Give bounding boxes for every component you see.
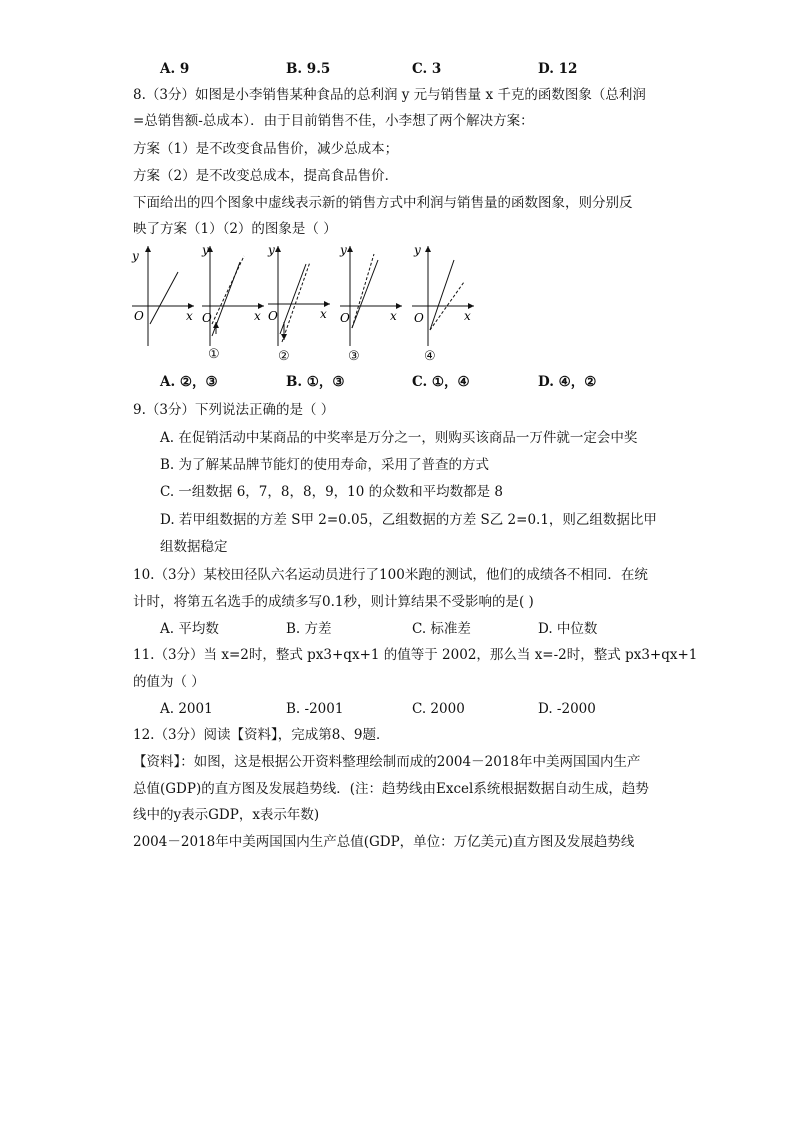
q10-option-a: A. 平均数 bbox=[160, 621, 219, 637]
q11-option-c: C. 2000 bbox=[412, 701, 465, 717]
graph-1-svg bbox=[200, 242, 266, 350]
graph-1 bbox=[200, 242, 266, 362]
q10-option-c: C. 标准差 bbox=[412, 621, 471, 637]
graph-2-number: ② bbox=[278, 349, 290, 364]
graph-original-svg bbox=[130, 242, 196, 350]
y-label: y bbox=[202, 243, 209, 257]
q10-line-1: 10.（3分）某校田径队六名运动员进行了100米跑的测试，他们的成绩各不相同．在统 bbox=[133, 567, 648, 583]
graph-2-svg bbox=[266, 242, 332, 350]
profit-line bbox=[150, 272, 178, 324]
new-profit-line bbox=[282, 262, 310, 342]
origin-label: O bbox=[134, 309, 144, 323]
y-label: y bbox=[340, 243, 347, 257]
q10-option-d: D. 中位数 bbox=[538, 621, 598, 637]
q7-option-c: C. 3 bbox=[412, 61, 442, 77]
y-label: y bbox=[414, 243, 421, 257]
q11-line-2: 的值为（ ） bbox=[133, 674, 205, 690]
q8-option-c: C. ①，④ bbox=[412, 374, 470, 390]
graph-4-svg bbox=[410, 242, 476, 350]
q9-choice-a: A. 在促销活动中某商品的中奖率是万分之一，则购买该商品一万件就一定会中奖 bbox=[160, 430, 638, 446]
q10-option-b: B. 方差 bbox=[286, 621, 332, 637]
q9-choice-d: D. 若甲组数据的方差 S甲 2=0.05，乙组数据的方差 S乙 2=0.1，则乙组数据比甲 bbox=[160, 512, 657, 528]
graph-3 bbox=[338, 242, 404, 364]
graph-2 bbox=[266, 242, 332, 364]
q8-line-4: 方案（2）是不改变总成本，提高食品售价． bbox=[133, 168, 399, 184]
q9-choice-d-cont: 组数据稳定 bbox=[160, 539, 228, 555]
q12-line-1: 12.（3分）阅读【资料】，完成第8、9题． bbox=[133, 727, 390, 743]
x-label: x bbox=[390, 309, 397, 323]
q8-line-2: =总销售额-总成本）．由于目前销售不佳，小李想了两个解决方案： bbox=[133, 113, 534, 129]
q12-line-2: 【资料】：如图，这是根据公开资料整理绘制而成的2004－2018年中美两国国内生产 bbox=[133, 754, 641, 770]
q12-line-5: 2004－2018年中美两国国内生产总值(GDP，单位：万亿美元)直方图及发展趋势线 bbox=[133, 834, 635, 850]
q8-option-a: A. ②，③ bbox=[160, 374, 218, 390]
q10-line-2: 计时，将第五名选手的成绩多写0.1秒，则计算结果不受影响的是( ) bbox=[133, 594, 534, 610]
y-label: y bbox=[268, 243, 275, 257]
q11-option-b: B. -2001 bbox=[286, 701, 344, 717]
q9-choice-b: B. 为了解某品牌节能灯的使用寿命，采用了普查的方式 bbox=[160, 457, 490, 473]
profit-line bbox=[352, 260, 378, 328]
q9-stem: 9.（3分）下列说法正确的是（ ） bbox=[133, 402, 335, 418]
q9-choice-c: C. 一组数据 6，7，8，8，9，10 的众数和平均数都是 8 bbox=[160, 484, 504, 500]
graph-3-number: ③ bbox=[348, 349, 360, 364]
origin-label: O bbox=[202, 311, 212, 325]
graph-3-svg bbox=[338, 242, 404, 350]
x-label: x bbox=[320, 307, 327, 321]
x-label: x bbox=[254, 309, 261, 323]
q7-option-b: B. 9.5 bbox=[286, 61, 331, 77]
profit-line bbox=[430, 260, 454, 330]
q12-line-3: 总值(GDP)的直方图及发展趋势线．(注：趋势线由Excel系统根据数据自动生成，趋势 bbox=[133, 781, 649, 797]
graph-4 bbox=[410, 242, 476, 364]
origin-label: O bbox=[340, 311, 350, 325]
q8-option-d: D. ④，② bbox=[538, 374, 597, 390]
origin-label: O bbox=[414, 311, 424, 325]
x-label: x bbox=[186, 309, 193, 323]
new-profit-line bbox=[212, 256, 244, 324]
y-label: y bbox=[132, 249, 139, 263]
q11-option-a: A. 2001 bbox=[160, 701, 213, 717]
q11-line-1: 11.（3分）当 x=2时，整式 px3+qx+1 的值等于 2002，那么当 x=-2时，整式 px3+qx+1 bbox=[133, 647, 698, 663]
new-profit-line bbox=[352, 254, 374, 328]
q7-option-a: A. 9 bbox=[160, 61, 190, 77]
q11-option-d: D. -2000 bbox=[538, 701, 596, 717]
q8-line-6: 映了方案（1）（2）的图象是（ ） bbox=[133, 221, 337, 237]
x-label: x bbox=[464, 309, 471, 323]
graph-1-number: ① bbox=[208, 347, 220, 362]
origin-label: O bbox=[268, 309, 278, 323]
q8-option-b: B. ①，③ bbox=[286, 374, 345, 390]
q12-line-4: 线中的y表示GDP，x表示年数) bbox=[133, 807, 320, 823]
graph-4-number: ④ bbox=[424, 349, 436, 364]
graph-original bbox=[130, 242, 196, 350]
q8-line-1: 8.（3分）如图是小李销售某种食品的总利润 y 元与销售量 x 千克的函数图象（总利润 bbox=[133, 87, 646, 103]
q8-line-5: 下面给出的四个图象中虚线表示新的销售方式中利润与销售量的函数图象，则分别反 bbox=[133, 195, 633, 211]
q8-line-3: 方案（1）是不改变食品售价，减少总成本； bbox=[133, 141, 399, 157]
q7-option-d: D. 12 bbox=[538, 61, 578, 77]
